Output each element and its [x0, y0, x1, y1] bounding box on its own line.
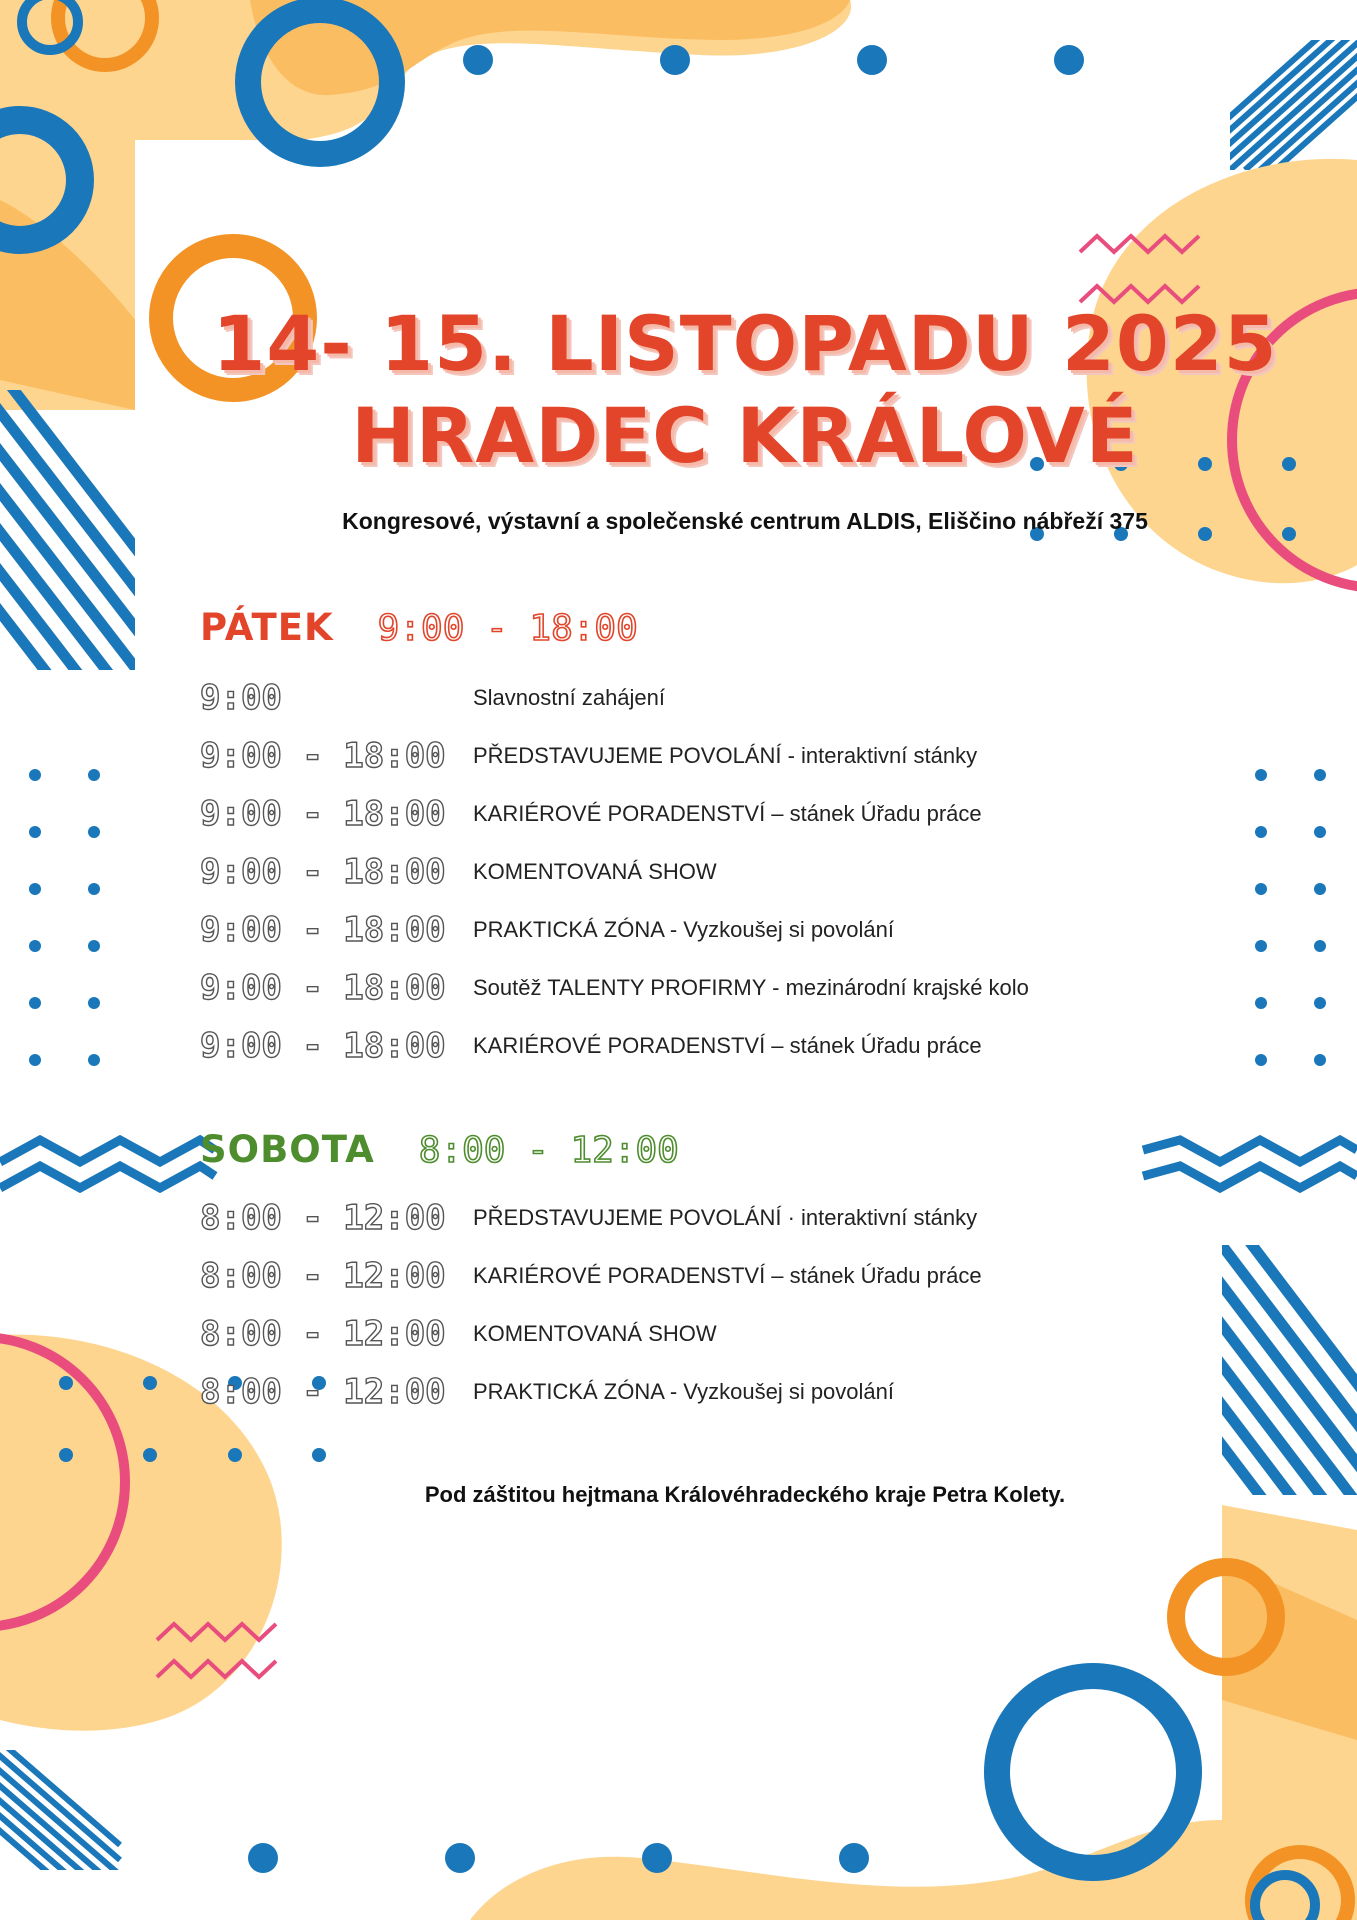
- event-city-title: HRADEC KRÁLOVÉ: [351, 391, 1139, 480]
- schedule-activity: KOMENTOVANÁ SHOW: [473, 1321, 717, 1346]
- schedule-row: [200, 1372, 1100, 1416]
- schedule-row: [200, 1198, 1100, 1242]
- schedule-time: 8:00 - 12:00: [200, 1256, 446, 1296]
- schedule-time: 9:00 - 18:00: [200, 736, 446, 776]
- schedule-row: [200, 1314, 1100, 1358]
- schedule-row: [200, 910, 1100, 954]
- schedule-time: 9:00: [200, 678, 282, 718]
- schedule-time: 9:00 - 18:00: [200, 852, 446, 892]
- friday-hours: 9:00 - 18:00: [377, 608, 638, 649]
- schedule-row: [200, 852, 1100, 896]
- schedule-time: 8:00 - 12:00: [200, 1314, 446, 1354]
- schedule-activity: Slavnostní zahájení: [473, 685, 666, 710]
- venue-address: Kongresové, výstavní a společenské centrum ALDIS, Eliščino nábřeží 375: [342, 508, 1148, 534]
- event-date-title: 14- 15. LISTOPADU 2025: [212, 299, 1278, 388]
- schedule-activity: PRAKTICKÁ ZÓNA - Vyzkoušej si povolání: [473, 1379, 894, 1404]
- saturday-hours: 8:00 - 12:00: [418, 1130, 679, 1171]
- schedule-time: 9:00 - 18:00: [200, 968, 446, 1008]
- friday-heading: [200, 606, 638, 649]
- schedule-activity: PŘEDSTAVUJEME POVOLÁNÍ · interaktivní stánky: [473, 1205, 978, 1230]
- schedule-activity: KARIÉROVÉ PORADENSTVÍ – stánek Úřadu práce: [473, 1263, 982, 1288]
- saturday-heading: [200, 1128, 679, 1171]
- schedule-row: [200, 736, 1100, 780]
- schedule-row: [200, 1026, 1100, 1070]
- schedule-activity: PRAKTICKÁ ZÓNA - Vyzkoušej si povolání: [473, 917, 894, 942]
- saturday-day-label: SOBOTA: [200, 1128, 375, 1171]
- schedule-row: [200, 678, 1100, 722]
- schedule-activity: Soutěž TALENTY PROFIRMY - mezinárodní krajské kolo: [473, 975, 1029, 1000]
- schedule-time: 9:00 - 18:00: [200, 1026, 446, 1066]
- friday-day-label: PÁTEK: [200, 606, 334, 649]
- schedule-row: [200, 968, 1100, 1012]
- schedule-activity: PŘEDSTAVUJEME POVOLÁNÍ - interaktivní stánky: [473, 743, 978, 768]
- schedule-time: 8:00 - 12:00: [200, 1198, 446, 1238]
- schedule-time: 9:00 - 18:00: [200, 794, 446, 834]
- schedule-activity: KOMENTOVANÁ SHOW: [473, 859, 717, 884]
- schedule-row: [200, 794, 1100, 838]
- schedule-activity: KARIÉROVÉ PORADENSTVÍ – stánek Úřadu práce: [473, 801, 982, 826]
- patronage-note: Pod záštitou hejtmana Královéhradeckého kraje Petra Kolety.: [424, 1482, 1066, 1507]
- schedule-time: 8:00 - 12:00: [200, 1372, 446, 1412]
- schedule-time: 9:00 - 18:00: [200, 910, 446, 950]
- schedule-row: [200, 1256, 1100, 1300]
- schedule-activity: KARIÉROVÉ PORADENSTVÍ – stánek Úřadu práce: [473, 1033, 982, 1058]
